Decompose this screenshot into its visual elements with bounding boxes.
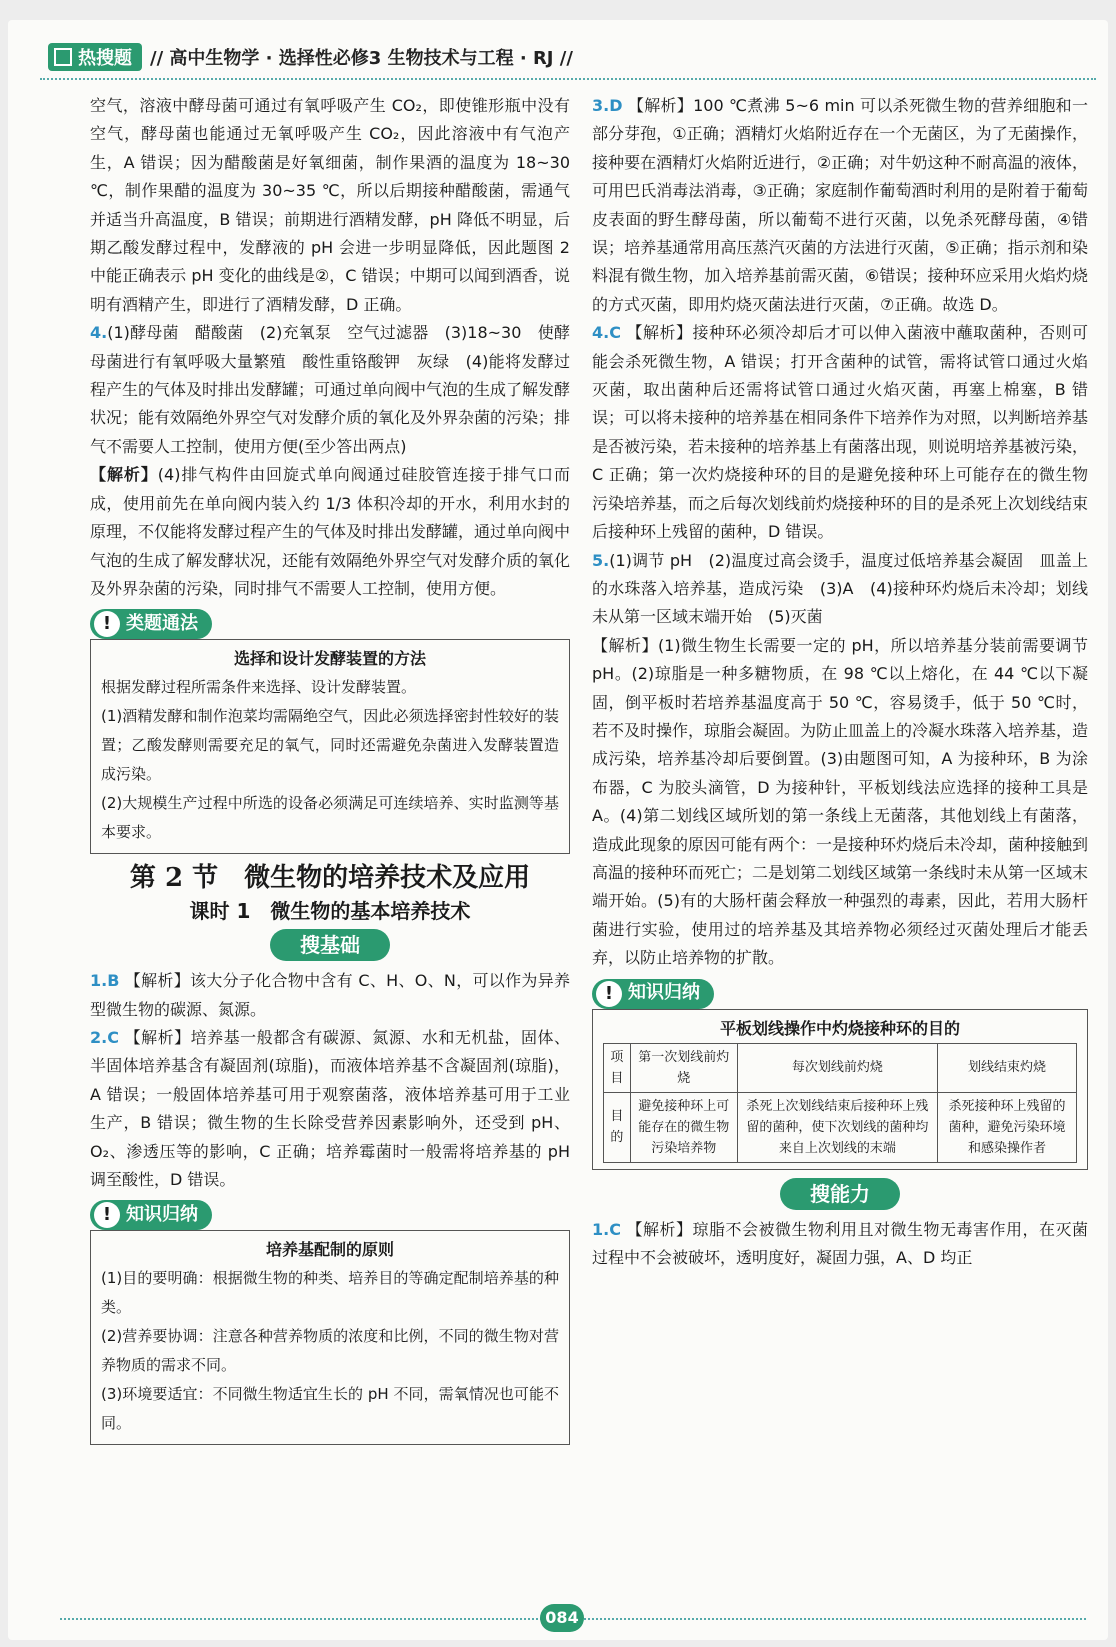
table-header: 划线结束灼烧 bbox=[938, 1043, 1077, 1092]
answer-3: 3.D 【解析】100 ℃煮沸 5~6 min 可以杀死微生物的营养细胞和一部分芽孢，①正确；酒精灯火焰附近存在一个无菌区，为了无菌操作，接种要在酒精灯火焰附近进行，②正确；对牛奶这种不耐高温的液体，可用巴氏消毒法消毒，③正确；家庭制作葡萄酒时利用的是附着于葡萄皮表面的野生酵母菌，所以葡萄不进行灭菌，以免杀死酵母菌，④错误；培养基通常用高压蒸汽灭菌的方法进行灭菌，⑤正确；指示剂和染料混有微生物，加入培养基前需灭菌，⑥错误；接种环应采用火焰灼烧的方式灭菌，即用灼烧灭菌法进行灭菌，⑦正确。故选 D。 bbox=[592, 96, 1088, 314]
ability-section-badge: 搜能力 bbox=[780, 1178, 900, 1210]
edit-icon bbox=[54, 48, 72, 66]
answer-4-analysis: 【解析】(4)排气构件由回旋式单向阀通过硅胶管连接于排气口而成，使用前先在单向阀内装入约 1/3 体积冷却的开水，利用水封的原理，不仅能将发酵过程产生的气体及时排出发酵罐，通过单向阀中气泡的生成了解发酵状况，还能有效隔绝外界空气对发酵介质的氧化及外界杂菌的污染，同时排气不需要人工控制，使用方便。 bbox=[90, 465, 571, 598]
table-cell: 目的 bbox=[604, 1092, 631, 1162]
knowledge-box-header: ! 知识归纳 bbox=[90, 1200, 212, 1230]
alert-icon: ! bbox=[94, 1202, 120, 1228]
table-header: 第一次划线前灼烧 bbox=[630, 1043, 737, 1092]
table-cell: 杀死上次划线结束后接种环上残留的菌种，使下次划线的菌种均来自上次划线的末端 bbox=[737, 1092, 937, 1162]
tip-box-header: ! 类题通法 bbox=[90, 609, 212, 639]
basic-section-badge: 搜基础 bbox=[270, 929, 390, 961]
knowledge-box-2-header: ! 知识归纳 bbox=[592, 979, 714, 1009]
answer-4: 4.(1)酵母菌 醋酸菌 (2)充氧泵 空气过滤器 (3)18~30 使酵母菌进行有氧呼吸大量繁殖 酸性重铬酸钾 灰绿 (4)能将发酵过程产生的气体及时排出发酵罐；可通过单向阀中气泡的生成了解发酵状况；能有效隔绝外界空气对发酵介质的氧化及外界杂菌的污染；排气不需要人工控制，使用方便(至少答出两点) bbox=[90, 323, 571, 456]
answer-5-analysis: 【解析】(1)微生物生长需要一定的 pH，所以培养基分装前需要调节 pH。(2)琼脂是一种多糖物质，在 98 ℃以上熔化，在 44 ℃以下凝固，倒平板时若培养基温度高于 50 ℃，容易烫手，低于 50 ℃时，若不及时操作，琼脂会凝固。为防止皿盖上的冷凝水珠落入培养基，造成污染，培养基冷却后要倒置。(3)由题图可知，A 为接种环，B 为涂布器，C 为胶头滴管，D 为接种针，平板划线法应选择的接种工具是 A。(4)第二划线区域所划的第一条线上无菌落，其他划线上有菌落，造成此现象的原因可能有两个：一是接种环灼烧后未冷却，菌种接触到高温的接种环而死亡；二是划第二划线区域第一条线时未从第一区域末端开始。(5)有的大肠杆菌会释放一种强烈的毒素，因此，若用大肠杆菌进行实验，使用过的培养基及其培养物必须经过灭菌处理后才能丢弃，以防止培养物的扩散。 bbox=[592, 635, 1089, 968]
answer-ability-1: 1.C 【解析】琼脂不会被微生物利用且对微生物无毒害作用，在灭菌过程中不会被破坏，透明度好，凝固力强，A、D 均正 bbox=[592, 1219, 1088, 1267]
header-logo: 热搜题 bbox=[48, 43, 142, 71]
flame-purpose-table bbox=[603, 1043, 1077, 1163]
header-title: // 高中生物学 · 选择性必修3 生物技术与工程 · RJ // bbox=[150, 48, 573, 69]
header-divider bbox=[40, 78, 1096, 80]
answer-5: 5.(1)调节 pH (2)温度过高会烫手，温度过低培养基会凝固 皿盖上的水珠落入培养基，造成污染 (3)A (4)接种环灼烧后未冷却；划线未从第一区域末端开始 (5)灭菌 bbox=[592, 550, 1088, 627]
answer-4c: 4.C 【解析】接种环必须冷却后才可以伸入菌液中蘸取菌种，否则可能会杀死微生物，A 错误；打开含菌种的试管，需将试管口通过火焰灭菌，取出菌种后还需将试管口通过火焰灭菌，再塞上棉塞，B 错误；可以将未接种的培养基在相同条件下培养作为对照，以判断培养基是否被污染，若未接种的培养基上有菌落出现，则说明培养基被污染，C 正确；第一次灼烧接种环的目的是避免接种环上可能存在的微生物污染培养基，而之后每次划线前灼烧接种环的目的是杀死上次划线结束后接种环上残留的菌种，D 错误。 bbox=[592, 323, 1089, 542]
table-header: 每次划线前灼烧 bbox=[737, 1043, 937, 1092]
page-header bbox=[48, 40, 573, 74]
page-number: 084 bbox=[540, 1604, 584, 1632]
right-column bbox=[592, 92, 1088, 1272]
answer-basic-2: 2.C 【解析】培养基一般都含有碳源、氮源、水和无机盐，固体、半固体培养基含有凝固剂(琼脂)，而液体培养基不含凝固剂(琼脂)，A 错误；一般固体培养基可用于观察菌落，液体培养基可用于工业生产，B 错误；微生物的生长除受营养因素影响外，还受到 pH、O₂、渗透压等的影响，C 正确；培养霉菌时一般需将培养基的 pH 调至酸性，D 错误。 bbox=[90, 1027, 570, 1189]
knowledge-box: 培养基配制的原则 (1)目的要明确：根据微生物的种类、培养目的等确定配制培养基的种类。 (2)营养要协调：注意各种营养物质的浓度和比例，不同的微生物对营养物质的需求不同。 (3)环境要适宜：不同微生物适宜生长的 pH 不同，需氧情况也可能不同。 bbox=[90, 1230, 570, 1445]
table-cell: 杀死接种环上残留的菌种，避免污染环境和感染操作者 bbox=[938, 1092, 1077, 1162]
table-header: 项目 bbox=[604, 1043, 631, 1092]
alert-icon: ! bbox=[596, 981, 622, 1007]
table-cell: 避免接种环上可能存在的微生物污染培养物 bbox=[630, 1092, 737, 1162]
section-title: 第 2 节 微生物的培养技术及应用 bbox=[129, 863, 531, 894]
answer-3-continued: 空气，溶液中酵母菌可通过有氧呼吸产生 CO₂，即使锥形瓶中没有空气，酵母菌也能通过无氧呼吸产生 CO₂，因此溶液中有气泡产生，A 错误；因为醋酸菌是好氧细菌，制作果酒的温度为 18~30 ℃，制作果醋的温度为 30~35 ℃，所以后期接种醋酸菌，需通气并适当升高温度，B 错误；前期进行酒精发酵，pH 降低不明显，后期乙酸发酵过程中，发酵液的 pH 会进一步明显降低，因此题图 2 中能正确表示 pH 变化的曲线是②，C 错误；中期可以闻到酒香，说明有酒精产生，即进行了酒精发酵，D 正确。 bbox=[90, 96, 570, 314]
knowledge-box-2: 平板划线操作中灼烧接种环的目的 项目 第一次划线前灼烧 每次划线前灼烧 划线结束灼烧 目的 避免接种环上可能存在的微生物污染培养物 杀死上次划线结束后接种环上残留的菌种，使下次划线的菌种均来自上次划线的末端 杀死接种环上残留的菌种，避免污染环境和感染操作者 bbox=[592, 1009, 1088, 1170]
lesson-title: 课时 1 微生物的基本培养技术 bbox=[189, 898, 471, 923]
tip-box: 选择和设计发酵装置的方法 根据发酵过程所需条件来选择、设计发酵装置。 (1)酒精发酵和制作泡菜均需隔绝空气，因此必须选择密封性较好的装置；乙酸发酵则需要充足的氧气，同时还需避免杂菌进入发酵装置造成污染。 (2)大规模生产过程中所选的设备必须满足可连续培养、实时监测等基本要求。 bbox=[90, 639, 570, 854]
left-column bbox=[90, 92, 570, 1453]
alert-icon: ! bbox=[94, 611, 120, 637]
answer-basic-1: 1.B 【解析】该大分子化合物中含有 C、H、O、N，可以作为异养型微生物的碳源、氮源。 bbox=[90, 971, 570, 1019]
